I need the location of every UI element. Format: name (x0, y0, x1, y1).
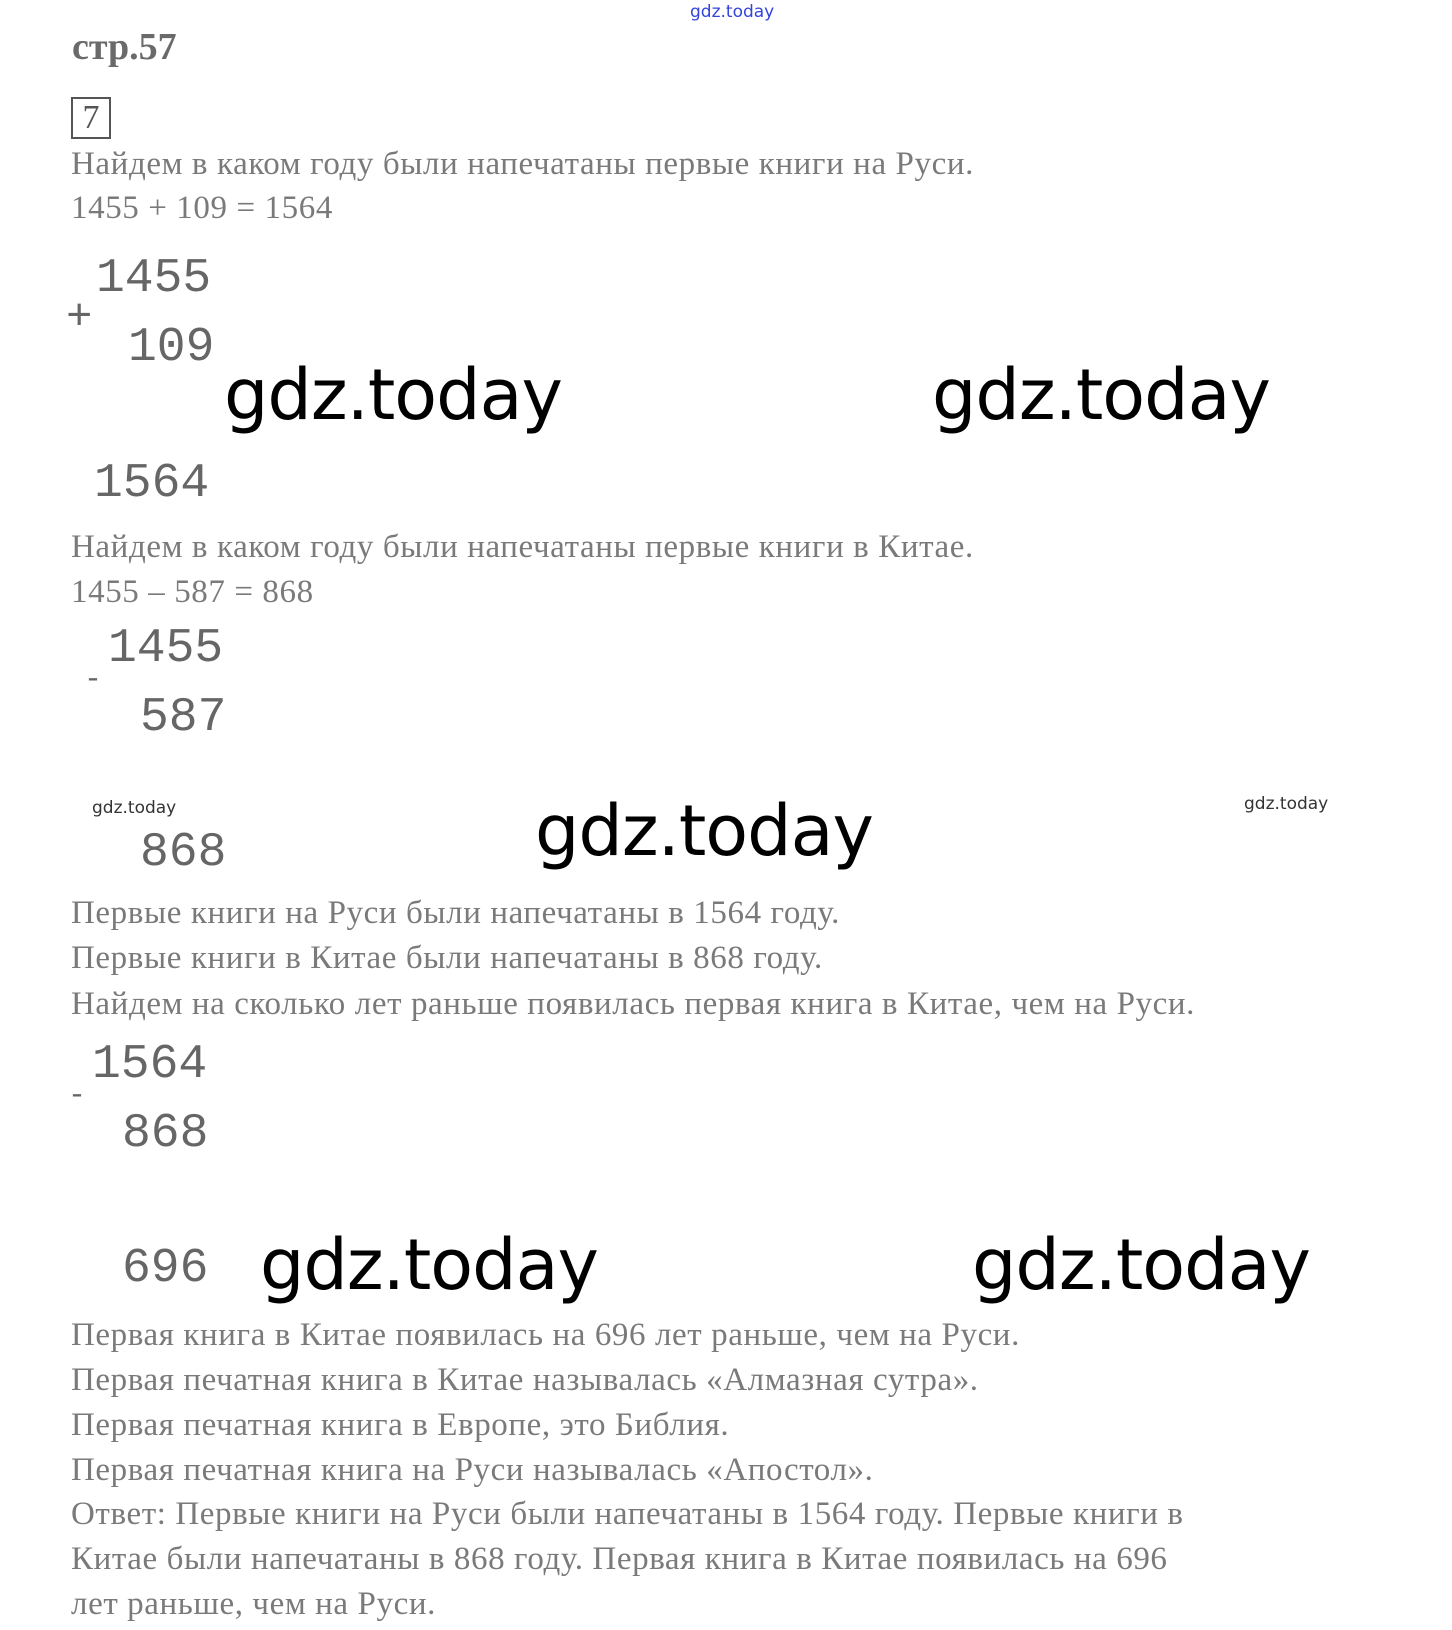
calc1-result: 1564 (94, 457, 210, 511)
watermark: gdz.today (932, 354, 1270, 436)
calc3-operator: - (68, 1079, 87, 1113)
calc2-operand-b: 587 (140, 691, 227, 745)
text-line: Первая печатная книга в Китае называлась «Алмазная сутра». (71, 1362, 979, 1398)
watermark: gdz.today (224, 354, 562, 436)
watermark: gdz.today (972, 1224, 1310, 1306)
calc2-operand-a: 1455 (108, 622, 224, 676)
answer-line: Китае были напечатаны в 868 году. Первая книга в Китае появилась на 696 (71, 1541, 1168, 1577)
calc3-operand-b: 868 (122, 1107, 209, 1161)
calc3-result: 696 (122, 1242, 209, 1296)
text-line: Первые книги в Китае были напечатаны в 868 году. (71, 940, 823, 976)
watermark-small: gdz.today (1244, 794, 1329, 814)
text-line: Найдем в каком году были напечатаны первые книги в Китае. (71, 529, 974, 565)
calc1-operator: + (66, 293, 93, 343)
text-line: Первая печатная книга в Европе, это Библия. (71, 1407, 730, 1443)
task-number-badge: 7 (71, 97, 111, 139)
answer-line: Ответ: Первые книги на Руси были напечатаны в 1564 году. Первые книги в (71, 1496, 1184, 1532)
calc1-operand-b: 109 (128, 321, 215, 375)
calc2-result: 868 (140, 826, 227, 880)
watermark-top: gdz.today (690, 2, 775, 22)
text-line: Найдем на сколько лет раньше появилась первая книга в Китае, чем на Руси. (71, 986, 1196, 1022)
calc1-operand-a: 1455 (96, 252, 212, 306)
text-line: Первые книги на Руси были напечатаны в 1564 году. (71, 895, 841, 931)
text-line: Первая печатная книга на Руси называлась «Апостол». (71, 1452, 874, 1488)
page-title: стр.57 (72, 26, 177, 68)
calc3-operand-a: 1564 (92, 1038, 208, 1092)
text-line: 1455 – 587 = 868 (71, 574, 314, 610)
calc2-operator: - (84, 663, 103, 697)
text-line: Первая книга в Китае появилась на 696 лет раньше, чем на Руси. (71, 1317, 1020, 1353)
text-line: 1455 + 109 = 1564 (71, 190, 333, 226)
answer-line: лет раньше, чем на Руси. (71, 1586, 436, 1622)
text-line: Найдем в каком году были напечатаны первые книги на Руси. (71, 146, 974, 182)
watermark-small: gdz.today (92, 798, 177, 818)
watermark: gdz.today (260, 1224, 598, 1306)
watermark: gdz.today (535, 790, 873, 872)
